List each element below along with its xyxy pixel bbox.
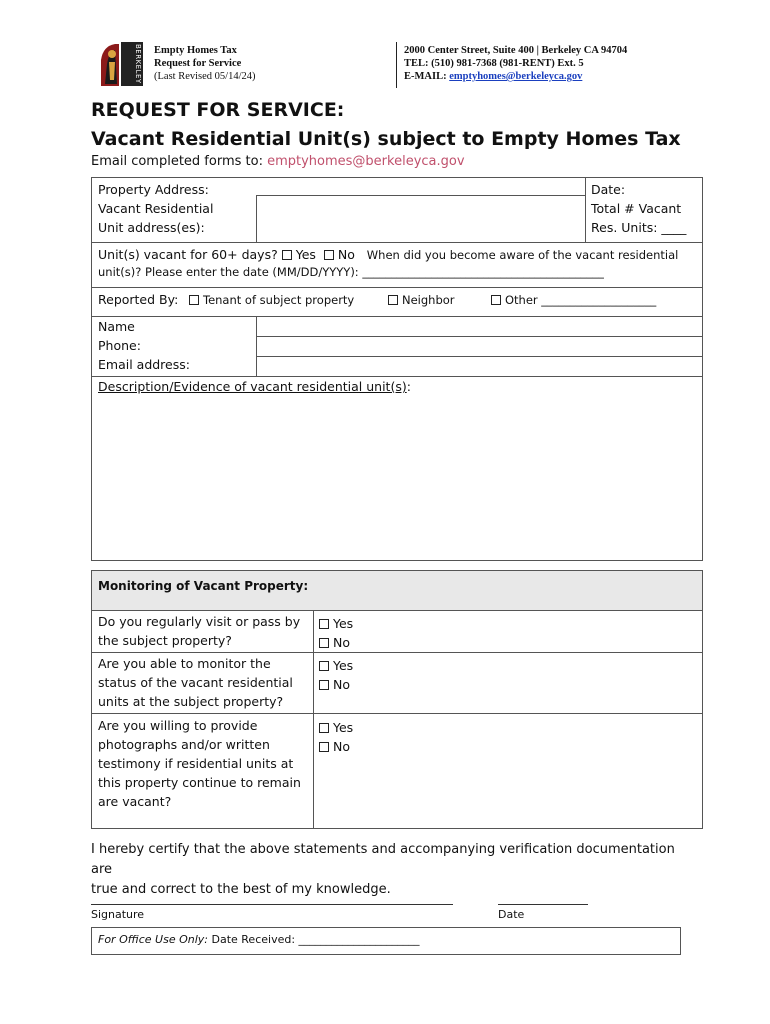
date-received-field[interactable]: Date Received: ______________________ — [208, 933, 420, 946]
status-no-checkbox[interactable] — [319, 680, 329, 690]
email-label: Email address: — [98, 357, 190, 372]
photos-yes-option[interactable] — [319, 718, 353, 737]
page-subtitle: Vacant Residential Unit(s) subject to Empty Homes Tax — [91, 128, 681, 150]
description-label-text: Description/Evidence of vacant residential unit(s) — [98, 379, 407, 394]
header-divider — [396, 42, 397, 88]
vacancy-yes-label: Yes — [295, 247, 316, 262]
reported-by-option-other[interactable] — [491, 291, 656, 310]
vacancy-no-checkbox[interactable] — [324, 250, 334, 260]
reported-by-option-neighbor[interactable] — [388, 291, 455, 310]
question-line: the subject property? — [98, 633, 232, 648]
header-left-block — [154, 44, 255, 83]
table-border — [702, 177, 703, 561]
table-border — [91, 570, 703, 571]
description-field[interactable] — [92, 398, 702, 560]
certification-text — [91, 840, 691, 900]
question-line: photographs and/or written — [98, 737, 270, 752]
signature-date-label: Date — [498, 908, 525, 921]
visit-yes-checkbox[interactable] — [319, 619, 329, 629]
status-yes-checkbox[interactable] — [319, 661, 329, 671]
option-label: Yes — [333, 720, 354, 735]
date-line[interactable] — [498, 904, 588, 905]
question-line: Do you regularly visit or pass by — [98, 614, 301, 629]
reported-by-option-tenant[interactable] — [189, 291, 354, 310]
table-border — [91, 570, 92, 828]
table-border — [91, 610, 703, 611]
vacancy-question: Unit(s) vacant for 60+ days? — [98, 247, 278, 262]
monitoring-options-visit — [319, 614, 353, 652]
question-line: units at the subject property? — [98, 694, 284, 709]
description-label-colon: : — [406, 379, 411, 394]
signature-line[interactable] — [91, 904, 453, 905]
question-line: are vacant? — [98, 794, 172, 809]
option-label: Yes — [333, 658, 354, 673]
visit-no-option[interactable] — [319, 633, 353, 652]
status-yes-option[interactable] — [319, 656, 353, 675]
table-border — [702, 570, 703, 828]
header-email-link[interactable]: emptyhomes@berkeleyca.gov — [449, 71, 583, 82]
monitoring-question-photos — [98, 716, 301, 811]
email-instruction-link[interactable]: emptyhomes@berkeleyca.gov — [267, 154, 465, 169]
table-border — [313, 610, 314, 828]
reported-by-label: Reported By: — [98, 292, 179, 307]
tenant-label: Tenant of subject property — [203, 293, 355, 307]
phone-field[interactable] — [257, 337, 702, 356]
question-line: status of the vacant residential — [98, 675, 293, 690]
question-line: this property continue to remain — [98, 775, 301, 790]
monitoring-title: Monitoring of Vacant Property: — [98, 579, 309, 593]
other-checkbox[interactable] — [491, 295, 501, 305]
table-border — [91, 713, 703, 714]
header-form-name: Request for Service — [154, 58, 242, 69]
neighbor-label: Neighbor — [402, 293, 455, 307]
header-email-row — [404, 70, 627, 83]
table-border — [585, 177, 586, 242]
name-field[interactable] — [257, 317, 702, 336]
question-line: testimony if residential units at — [98, 756, 294, 771]
question-line: Are you able to monitor the — [98, 656, 271, 671]
office-use-label: For Office Use Only: — [98, 933, 208, 946]
header-phone: TEL: (510) 981-7368 (981-RENT) Ext. 5 — [404, 58, 584, 69]
property-address-label-line: Vacant Residential — [98, 201, 214, 216]
table-border — [91, 560, 703, 561]
property-address-label-line: Property Address: — [98, 182, 209, 197]
visit-no-checkbox[interactable] — [319, 638, 329, 648]
name-label: Name — [98, 319, 135, 334]
photos-yes-checkbox[interactable] — [319, 723, 329, 733]
table-border — [91, 828, 703, 829]
aware-date-field[interactable]: unit(s)? Please enter the date (MM/DD/YYYY): __________________________________________ — [98, 265, 604, 279]
header-program-name: Empty Homes Tax — [154, 45, 237, 56]
property-address-label-line: Unit address(es): — [98, 220, 205, 235]
monitoring-options-photos — [319, 718, 353, 756]
certification-line: true and correct to the best of my knowledge. — [91, 882, 391, 897]
other-label: Other ____________________ — [505, 293, 657, 307]
photos-no-option[interactable] — [319, 737, 353, 756]
email-instruction-label: Email completed forms to: — [91, 154, 268, 169]
status-no-option[interactable] — [319, 675, 353, 694]
vacancy-yes-checkbox[interactable] — [282, 250, 292, 260]
photos-no-checkbox[interactable] — [319, 742, 329, 752]
total-units-label: Total # Vacant — [591, 201, 682, 216]
signature-label: Signature — [91, 908, 145, 921]
option-label: No — [333, 739, 350, 754]
certification-line: I hereby certify that the above statements and accompanying verification documentation are — [91, 842, 675, 877]
header-right-block — [404, 44, 627, 83]
page-title: REQUEST FOR SERVICE: — [91, 99, 345, 121]
logo-text: BERKELEY — [134, 44, 142, 84]
question-line: Are you willing to provide — [98, 718, 258, 733]
monitoring-question-status — [98, 654, 293, 711]
office-use-row — [98, 933, 420, 946]
option-label: No — [333, 635, 350, 650]
monitoring-options-status — [319, 656, 353, 694]
table-border — [91, 287, 703, 288]
email-field[interactable] — [257, 357, 702, 376]
date-total-label — [591, 180, 686, 237]
option-label: Yes — [333, 616, 354, 631]
unit-address-field[interactable] — [257, 196, 584, 241]
table-border — [91, 177, 703, 178]
table-border — [91, 242, 703, 243]
header-email-label: E-MAIL: — [404, 71, 450, 82]
visit-yes-option[interactable] — [319, 614, 353, 633]
header-revision: (Last Revised 05/14/24) — [154, 71, 256, 82]
tenant-checkbox[interactable] — [189, 295, 199, 305]
aware-text: When did you become aware of the vacant residential — [366, 248, 679, 262]
phone-label: Phone: — [98, 338, 141, 353]
email-instruction — [91, 154, 465, 169]
table-border — [91, 652, 703, 653]
neighbor-checkbox[interactable] — [388, 295, 398, 305]
description-label — [98, 377, 411, 396]
date-label: Date: — [591, 182, 626, 197]
header-address: 2000 Center Street, Suite 400 | Berkeley CA 94704 — [404, 45, 628, 56]
berkeley-logo — [95, 40, 145, 88]
office-use-box — [91, 927, 681, 955]
property-address-label — [98, 180, 213, 237]
option-label: No — [333, 677, 350, 692]
vacancy-no-label: No — [337, 247, 355, 262]
monitoring-question-visit — [98, 612, 300, 650]
total-units-field: Res. Units: ____ — [591, 220, 687, 235]
vacancy-question-row — [98, 245, 678, 265]
